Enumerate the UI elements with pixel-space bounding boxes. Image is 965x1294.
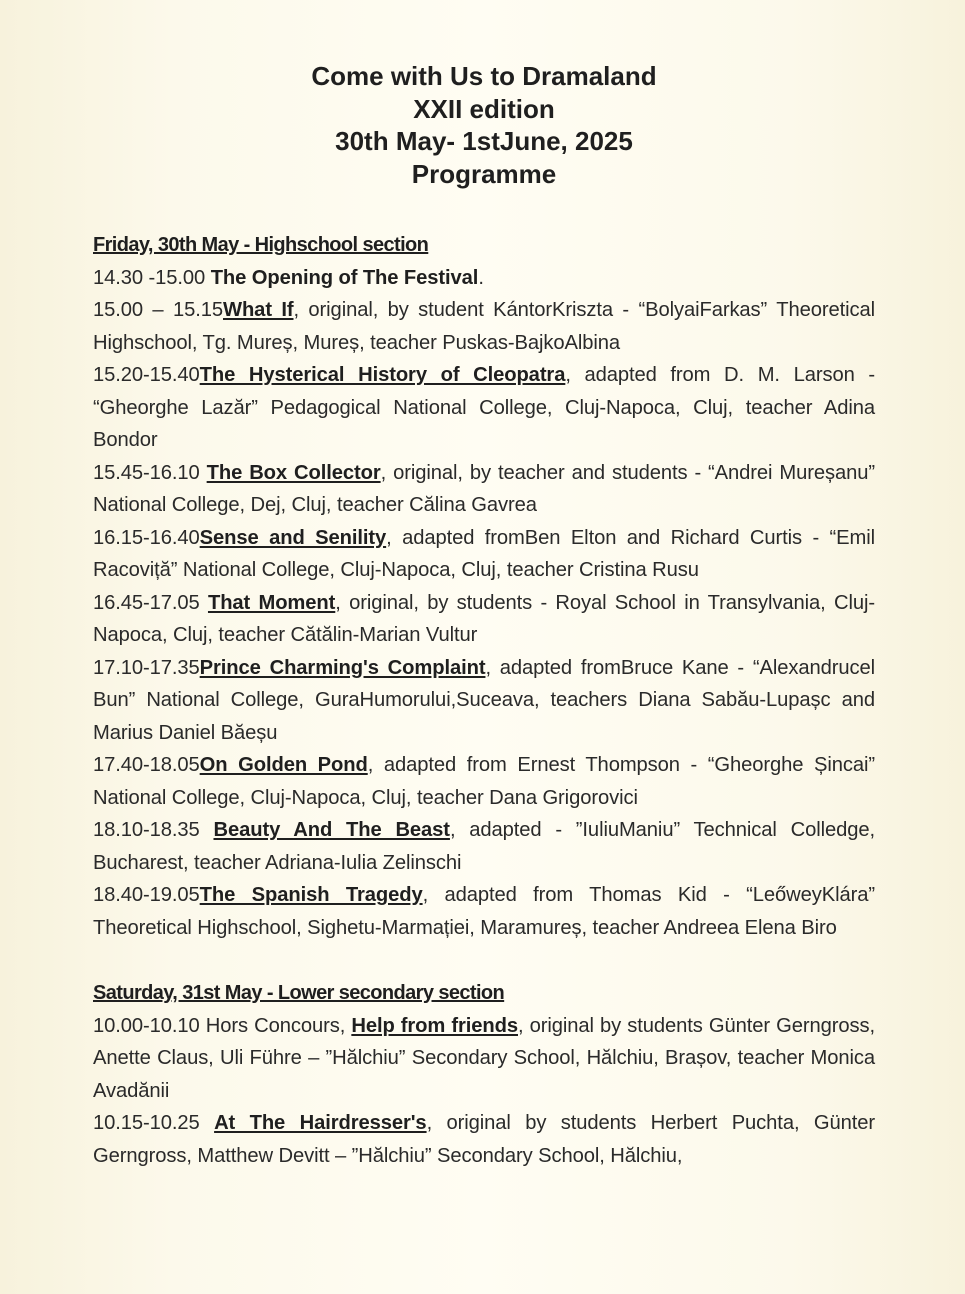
section-friday — [93, 229, 875, 944]
entry-title: Prince Charming's Complaint — [199, 656, 486, 679]
entry-title: The Spanish Tragedy — [199, 884, 423, 906]
programme-page — [93, 60, 875, 1172]
entry-title: That Moment — [207, 591, 336, 614]
entry-details: . — [478, 266, 484, 289]
entry-details: , original, by teacher and students - “Andrei Mureșanu” National College, Dej, Cluj, teacher Călina Gavrea — [93, 461, 875, 516]
entry-details: , adapted from Ernest Thompson - “Gheorghe Șincai” National College, Cluj-Napoca, Cluj, teacher Dana Grigorovici — [93, 754, 875, 809]
programme-heading: Programme — [411, 158, 557, 189]
entry-time: 17.40-18.05 — [93, 754, 200, 776]
entry-title: The Box Collector — [206, 461, 381, 484]
entry-details: , original by students Herbert Puchta, Günter Gerngross, Matthew Devitt – ”Hălchiu” Secondary School, Hălchiu, — [93, 1112, 875, 1167]
entry-time: 15.00 – 15.15 — [93, 299, 223, 321]
section-saturday — [93, 977, 875, 1172]
entry-details: , adapted from D. M. Larson - “Gheorghe Lazăr” Pedagogical National College, Cluj-Napoca, Cluj, teacher Adina Bondor — [93, 364, 875, 451]
entry-details: , adapted - ”IuliuManiu” Technical Colledge, Bucharest, teacher Adriana-Iulia Zelinschi — [93, 819, 875, 874]
festival-dates: 30th May- 1stJune, 2025 — [335, 126, 633, 156]
entry-details: , original, by student KántorKriszta - “BolyaiFarkas” Theoretical Highschool, Tg. Mureș, Mureș, teacher Puskas-BajkoAlbina — [93, 299, 875, 354]
programme-entry — [93, 457, 875, 522]
entry-time: 18.10-18.35 — [93, 819, 214, 841]
programme-entry — [93, 522, 875, 587]
entry-details: , adapted from Thomas Kid - “LeőweyKlára” Theoretical Highschool, Sighetu-Marmației, Maramureș, teacher Andreea Elena Biro — [93, 884, 876, 939]
entry-time: 10.15-10.25 — [93, 1112, 215, 1134]
entry-details: , adapted fromBen Elton and Richard Curtis - “Emil Racoviță” National College, Cluj-Napoca, Cluj, teacher Cristina Rusu — [93, 526, 875, 581]
edition-label: XXII edition — [413, 93, 555, 124]
programme-entry — [93, 294, 875, 359]
programme-entry — [93, 814, 875, 879]
entry-time: 15.45-16.10 — [93, 461, 207, 484]
entry-title: The Hysterical History of Cleopatra — [199, 364, 566, 386]
festival-title: Come with Us to Dramaland — [311, 61, 657, 91]
entry-title: Sense and Senility — [199, 526, 387, 549]
section-title: Friday, 30th May - Highschool section — [93, 234, 429, 256]
programme-entry — [93, 1010, 875, 1108]
entry-time: 17.10-17.35 — [93, 656, 200, 679]
programme-entry — [93, 359, 875, 457]
programme-entry — [93, 749, 875, 814]
programme-header — [93, 60, 875, 190]
section-title: Saturday, 31st May - Lower secondary section — [93, 982, 505, 1004]
programme-entry — [93, 587, 875, 652]
entry-title: Beauty And The Beast — [213, 819, 450, 841]
programme-entry — [93, 652, 875, 750]
entry-details: , original, by students - Royal School in Transylvania, Cluj-Napoca, Cluj, teacher Cătălin-Marian Vultur — [93, 591, 875, 646]
entry-time: 16.45-17.05 — [93, 591, 208, 614]
entry-time: 16.15-16.40 — [93, 526, 200, 549]
entry-time: 15.20-15.40 — [93, 364, 200, 386]
entry-title: Help from friends — [351, 1014, 518, 1037]
entry-title: At The Hairdresser's — [214, 1112, 427, 1134]
programme-entry — [93, 879, 875, 944]
programme-entry — [93, 1107, 875, 1172]
programme-entry — [93, 262, 875, 295]
entry-details: , adapted fromBruce Kane - “Alexandrucel Bun” National College, GuraHumorului,Suceava, teachers Diana Sabău-Lupașc and Marius Daniel Băeșu — [93, 656, 875, 744]
entry-title: The Opening of The Festival — [210, 266, 479, 289]
entry-title: On Golden Pond — [199, 754, 368, 776]
entry-time: 18.40-19.05 — [93, 884, 200, 906]
entry-title: What If — [223, 299, 294, 321]
entry-time: 10.00-10.10 Hors Concours, — [93, 1014, 352, 1037]
entry-time: 14.30 -15.00 — [93, 266, 211, 289]
entry-details: , original by students Günter Gerngross, Anette Claus, Uli Führe – ”Hălchiu” Secondary School, Hălchiu, Brașov, teacher Monica Avadănii — [93, 1014, 875, 1102]
